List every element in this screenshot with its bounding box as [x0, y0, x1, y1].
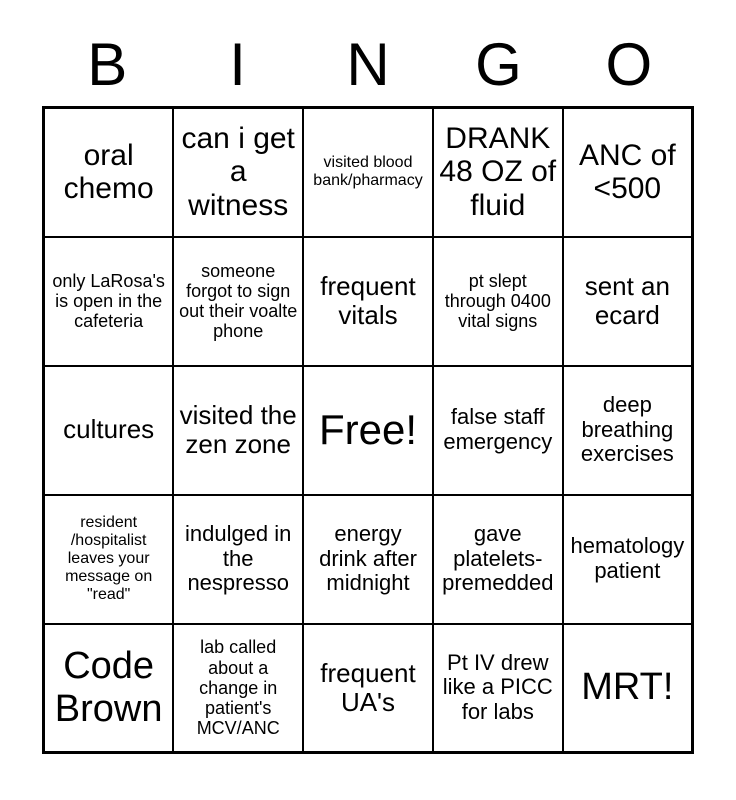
bingo-cell-g3[interactable]: false staff emergency — [433, 366, 563, 495]
bingo-row — [44, 108, 693, 237]
bingo-row — [44, 237, 693, 366]
bingo-cell-n4[interactable]: energy drink after midnight — [303, 495, 433, 624]
bingo-row — [44, 624, 693, 753]
bingo-cell-i4[interactable]: indulged in the nespresso — [173, 495, 303, 624]
bingo-cell-o3[interactable]: deep breathing exercises — [563, 366, 693, 495]
bingo-header-letter-o: O — [605, 31, 653, 98]
bingo-cell-o2[interactable]: sent an ecard — [563, 237, 693, 366]
bingo-cell-o1[interactable]: ANC of <500 — [563, 108, 693, 237]
bingo-header-letter-n: N — [346, 31, 390, 98]
bingo-cell-b1[interactable]: oral chemo — [44, 108, 174, 237]
bingo-cell-g4[interactable]: gave platelets-premedded — [433, 495, 563, 624]
bingo-cell-n5[interactable]: frequent UA's — [303, 624, 433, 753]
bingo-cell-i1[interactable]: can i get a witness — [173, 108, 303, 237]
bingo-header-letter-g: G — [475, 31, 522, 98]
bingo-header-letter-i: I — [229, 31, 246, 98]
bingo-cell-b3[interactable]: cultures — [44, 366, 174, 495]
bingo-cell-i3[interactable]: visited the zen zone — [173, 366, 303, 495]
bingo-cell-n1[interactable]: visited blood bank/pharmacy — [303, 108, 433, 237]
bingo-row — [44, 366, 693, 495]
bingo-cell-o5[interactable]: MRT! — [563, 624, 693, 753]
bingo-cell-b4[interactable]: resident /hospitalist leaves your message on "read" — [44, 495, 174, 624]
bingo-header — [42, 0, 694, 100]
bingo-header-letter-b: B — [87, 31, 128, 98]
bingo-cell-g2[interactable]: pt slept through 0400 vital signs — [433, 237, 563, 366]
bingo-cell-o4[interactable]: hematology patient — [563, 495, 693, 624]
bingo-cell-i5[interactable]: lab called about a change in patient's MCV/ANC — [173, 624, 303, 753]
bingo-cell-i2[interactable]: someone forgot to sign out their voalte phone — [173, 237, 303, 366]
bingo-cell-g1[interactable]: DRANK 48 OZ of fluid — [433, 108, 563, 237]
bingo-cell-free[interactable]: Free! — [303, 366, 433, 495]
bingo-cell-g5[interactable]: Pt IV drew like a PICC for labs — [433, 624, 563, 753]
bingo-row — [44, 495, 693, 624]
bingo-grid — [42, 106, 694, 754]
bingo-cell-n2[interactable]: frequent vitals — [303, 237, 433, 366]
bingo-cell-b2[interactable]: only LaRosa's is open in the cafeteria — [44, 237, 174, 366]
bingo-cell-b5[interactable]: Code Brown — [44, 624, 174, 753]
